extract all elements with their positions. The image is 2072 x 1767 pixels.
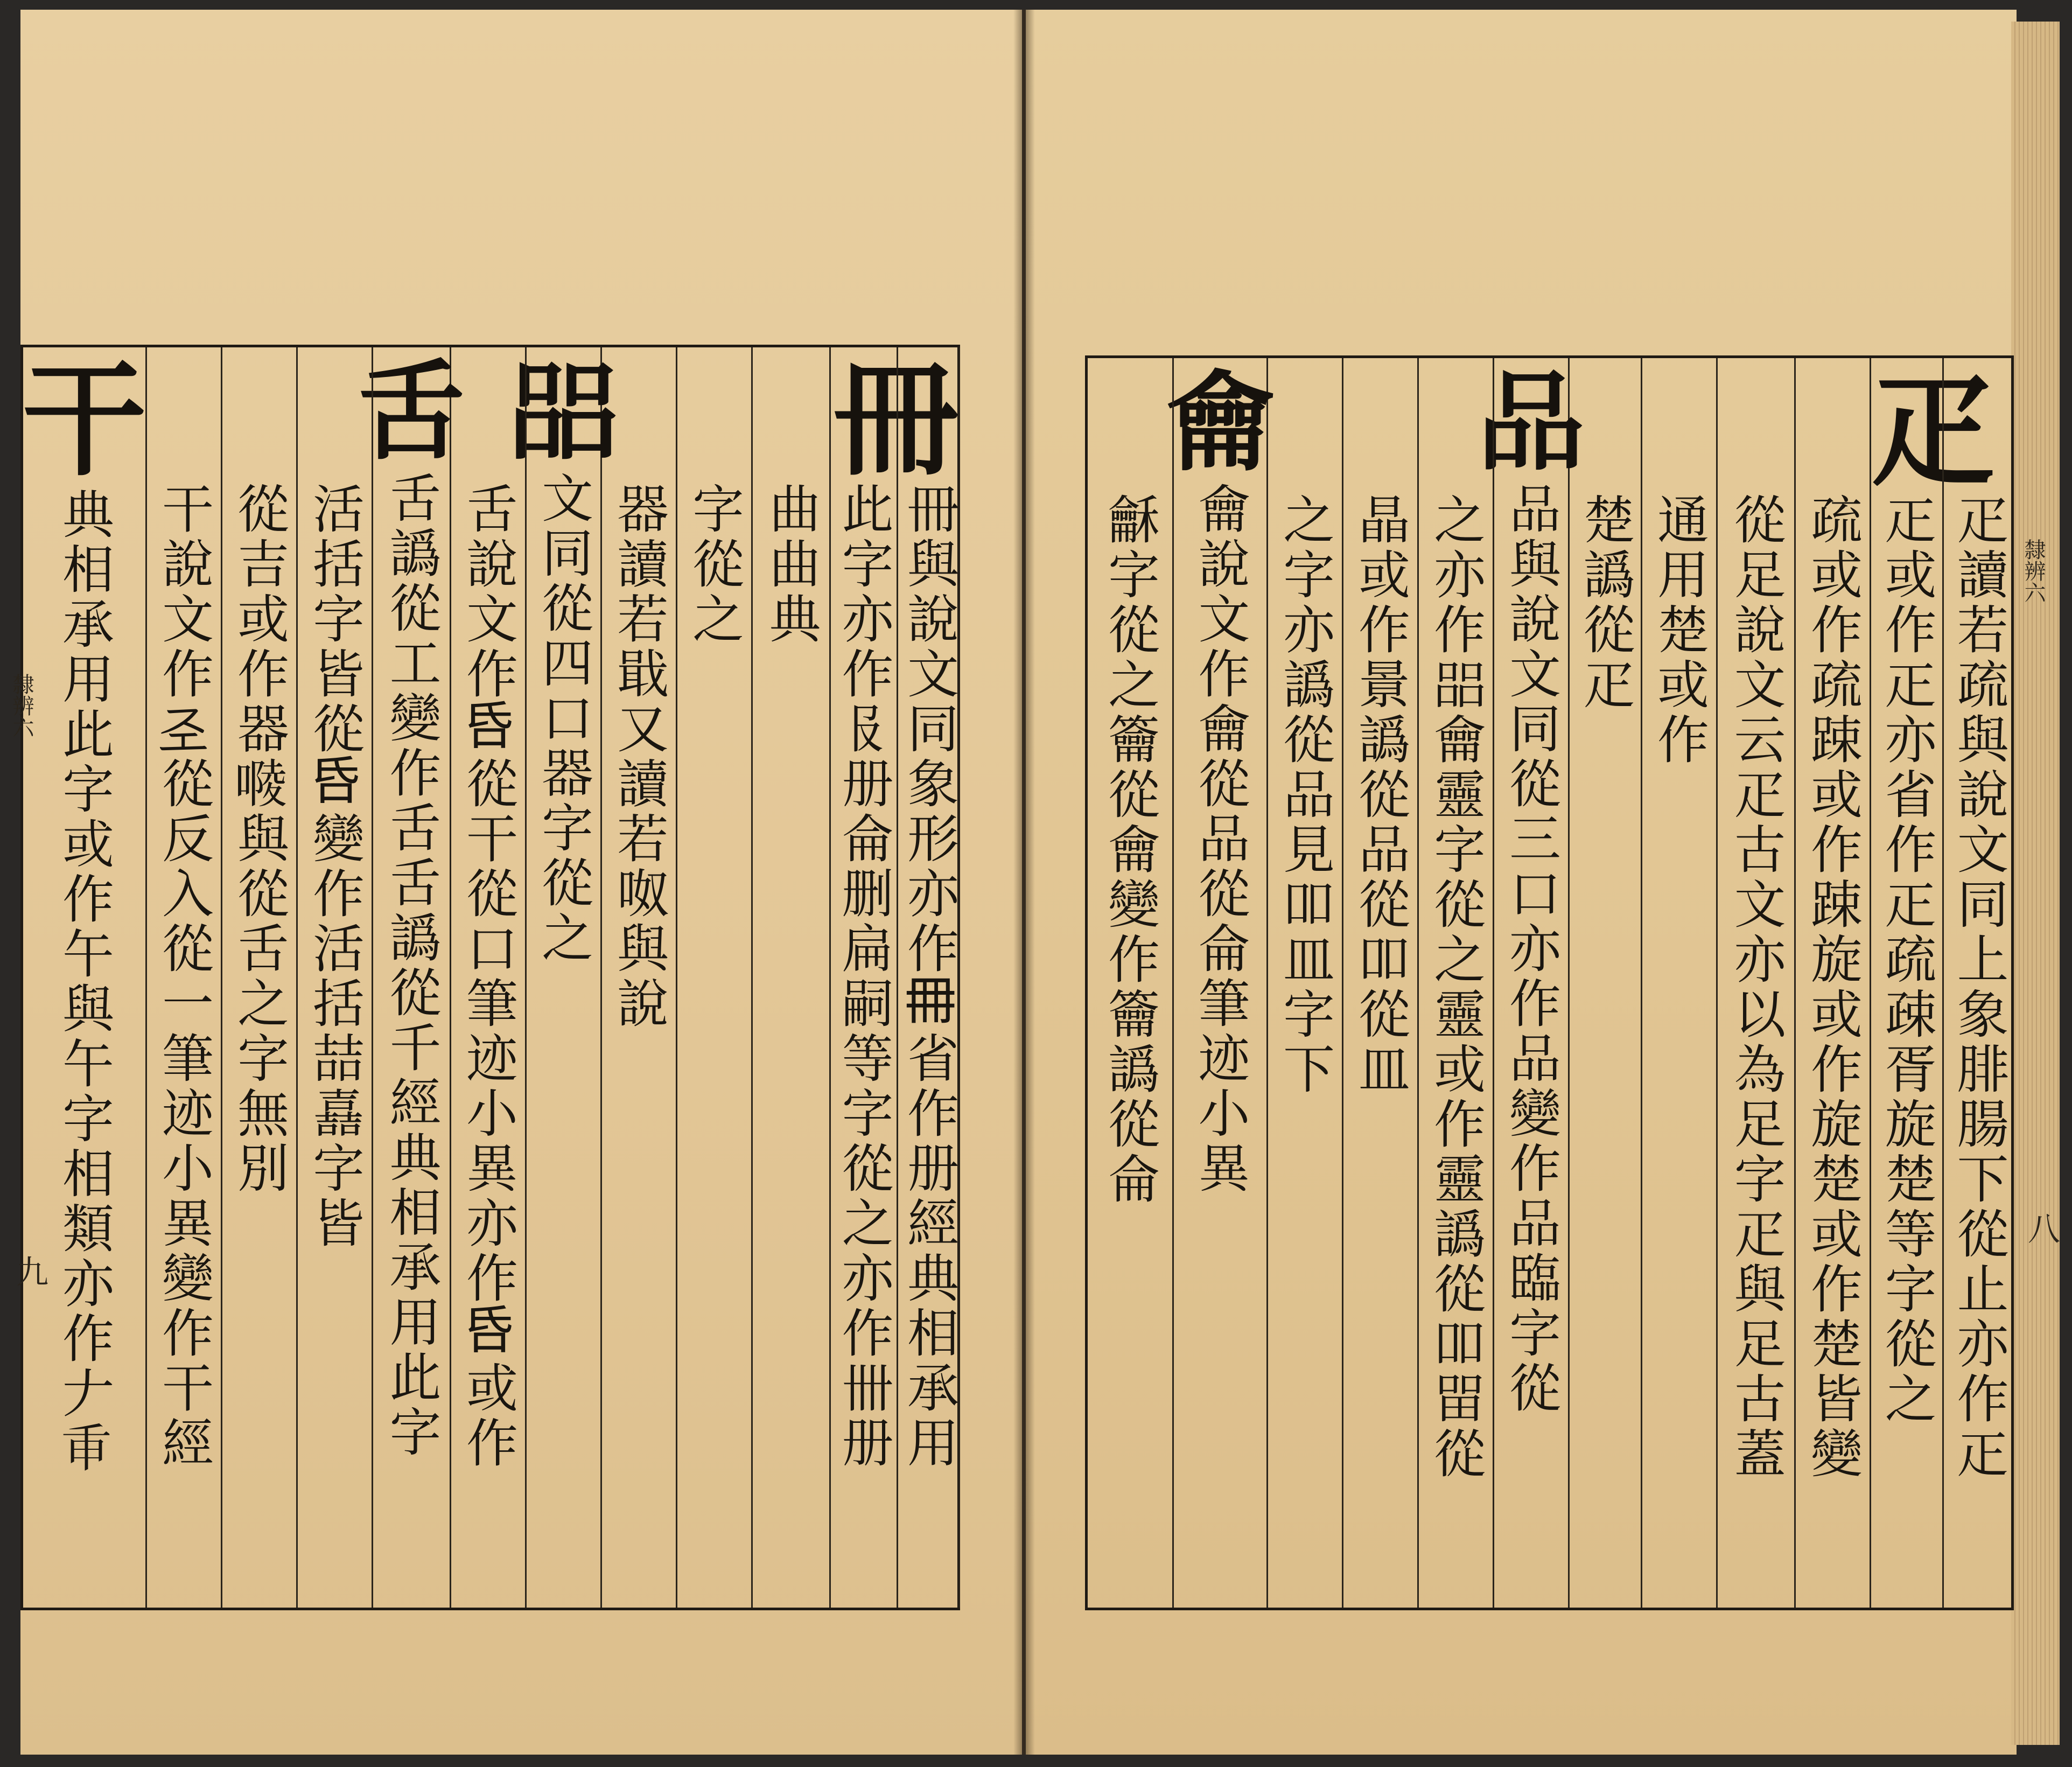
entry-head: 干 <box>22 347 146 493</box>
text-column <box>1718 358 1796 1608</box>
text-line: 此字亦作𠬝册侖删扁嗣等字從之亦作卌册 <box>834 482 894 1471</box>
text-column <box>451 347 527 1608</box>
text-line: 文同從四口器字從之 <box>533 471 594 966</box>
text-line: 之亦作㗊龠靈字從之靈或作靈譌從吅㽞從 <box>1425 493 1486 1482</box>
text-line: 曲曲典 <box>761 482 821 647</box>
text-line: 疏或作疏踈或作踈旋或作旋楚或作楚皆變 <box>1802 493 1863 1482</box>
text-line: 干說文作𢀖從反入從一筆迹小異變作干經 <box>153 482 214 1471</box>
text-line: 舌譌從工變作舌舌譌從千經典相承用此字 <box>381 471 442 1460</box>
text-column <box>898 347 960 1608</box>
text-line: 𤴓或作𤴓亦省作𤴓疏疎胥旋楚等字從之 <box>1877 493 1937 1427</box>
text-line: 典相承用此字或作午與午字相類亦作𠂇𢆍 <box>54 487 115 1476</box>
book-gutter <box>1013 10 1035 1755</box>
entry-head: 品 <box>1477 359 1585 486</box>
entry-head: 舌 <box>358 348 466 475</box>
text-line: 從吉或作器𠻱與從舌之字無別 <box>229 482 290 1196</box>
entry-head: 㗊 <box>509 348 618 475</box>
text-line: 龠說文作龠從品從侖筆迹小異 <box>1190 482 1250 1196</box>
text-column <box>1871 358 1944 1608</box>
text-line: 器讀若戢又讀若呶與說 <box>608 482 669 1031</box>
left-text-frame <box>20 345 960 1610</box>
text-line: 通用楚或作 <box>1649 493 1710 767</box>
text-line: 從足說文云疋古文亦以為足字疋與足古蓋 <box>1726 493 1786 1482</box>
text-column <box>753 347 831 1608</box>
text-column <box>1268 358 1343 1608</box>
text-line: 晶或作㬌譌從品從吅從皿 <box>1350 493 1411 1097</box>
entry-head: 疋 <box>1871 358 1995 504</box>
text-column <box>222 347 298 1608</box>
text-column <box>1944 358 2014 1608</box>
entry-column <box>358 347 466 1608</box>
page-edge-stack <box>2011 22 2060 1745</box>
text-column <box>1796 358 1871 1608</box>
side-strip-label: 隸辨六 <box>2021 539 2046 603</box>
entry-column <box>1166 358 1275 1608</box>
side-strip-label: 隸辨六 <box>9 673 34 738</box>
entry-column <box>23 347 147 1608</box>
folio-number: 八 <box>2022 1212 2060 1244</box>
text-column <box>1088 358 1174 1608</box>
text-column <box>677 347 753 1608</box>
entry-head: 龠 <box>1166 359 1275 486</box>
text-line: 之字亦譌從品見吅皿字下 <box>1275 493 1335 1097</box>
entry-column <box>1477 358 1585 1608</box>
text-column <box>147 347 222 1608</box>
text-line: 活括字皆從𠯑變作活括喆嚞字皆 <box>304 482 365 1251</box>
entry-column <box>509 347 618 1608</box>
text-line: 字從之 <box>684 482 745 647</box>
text-line: 龢字從之籥從龠變作籥譌從侖 <box>1100 493 1160 1207</box>
text-column <box>602 347 677 1608</box>
text-column <box>298 347 373 1608</box>
entry-head: 冊 <box>834 347 958 493</box>
text-line: 疋讀若疏與說文同上象腓腸下從止亦作𤴓 <box>1949 493 2009 1482</box>
text-column <box>1419 358 1494 1608</box>
text-line: 冊與說文同象形亦作𠕋省作册經典相承用 <box>899 482 960 1471</box>
text-line: 舌說文作𠯑從干從口筆迹小異亦作𠯑或作 <box>458 482 519 1471</box>
text-column <box>1343 358 1419 1608</box>
text-column <box>831 347 898 1608</box>
right-text-frame <box>1085 355 2014 1610</box>
text-line: 楚譌從疋 <box>1575 493 1635 713</box>
text-column <box>1570 358 1642 1608</box>
text-line: 品與說文同從三口亦作品變作品臨字從 <box>1501 482 1562 1416</box>
folio-number: 九 <box>11 1255 48 1287</box>
text-column <box>1642 358 1718 1608</box>
